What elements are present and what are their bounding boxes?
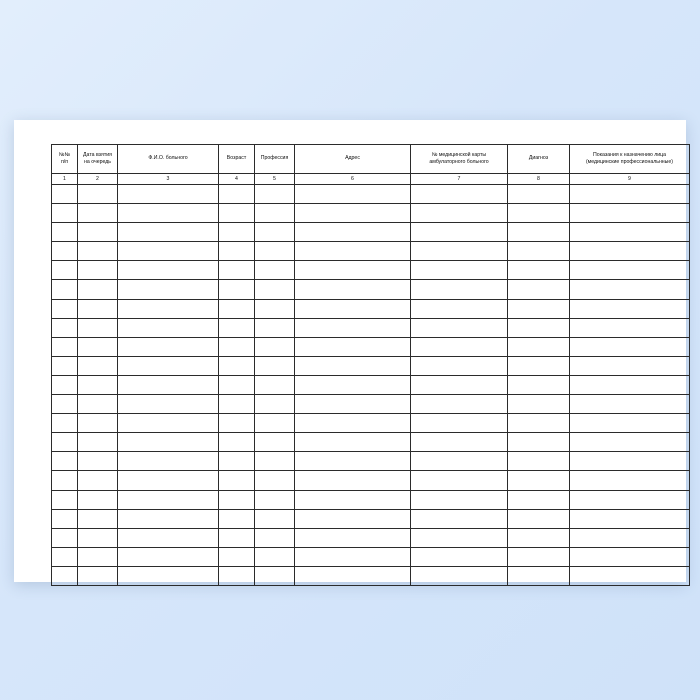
table-cell[interactable] <box>508 375 570 394</box>
table-cell[interactable] <box>411 471 508 490</box>
table-cell[interactable] <box>78 185 118 204</box>
column-number: 9 <box>570 174 690 185</box>
header-row <box>52 145 690 174</box>
table-cell[interactable] <box>78 318 118 337</box>
table-cell[interactable] <box>78 299 118 318</box>
table-cell[interactable] <box>219 490 255 509</box>
table-cell[interactable] <box>118 242 219 261</box>
table-cell[interactable] <box>295 395 411 414</box>
table-cell[interactable] <box>78 395 118 414</box>
table-cell[interactable] <box>52 299 78 318</box>
table-cell[interactable] <box>295 528 411 547</box>
table-cell[interactable] <box>255 299 295 318</box>
table-cell[interactable] <box>219 318 255 337</box>
table-cell[interactable] <box>570 318 690 337</box>
column-number: 6 <box>295 174 411 185</box>
table-cell[interactable] <box>52 509 78 528</box>
header-line: № медицинской карты <box>431 151 487 158</box>
header-line: Возраст <box>226 155 247 162</box>
table-cell[interactable] <box>78 223 118 242</box>
table-cell[interactable] <box>78 204 118 223</box>
table-cell[interactable] <box>219 566 255 585</box>
table-cell[interactable] <box>295 261 411 280</box>
column-header-card-number <box>411 145 508 174</box>
table-row <box>52 242 690 261</box>
table-cell[interactable] <box>570 414 690 433</box>
table-cell[interactable] <box>570 452 690 471</box>
table-cell[interactable] <box>52 566 78 585</box>
table-cell[interactable] <box>52 204 78 223</box>
table-row <box>52 337 690 356</box>
table-cell[interactable] <box>219 280 255 299</box>
table-cell[interactable] <box>411 280 508 299</box>
table-cell[interactable] <box>255 223 295 242</box>
table-cell[interactable] <box>118 395 219 414</box>
column-header-profession <box>255 145 295 174</box>
table-cell[interactable] <box>52 318 78 337</box>
table-cell[interactable] <box>411 490 508 509</box>
table-cell[interactable] <box>219 547 255 566</box>
table-cell[interactable] <box>411 223 508 242</box>
table-cell[interactable] <box>118 452 219 471</box>
table-cell[interactable] <box>295 452 411 471</box>
table-row <box>52 528 690 547</box>
table-cell[interactable] <box>411 242 508 261</box>
table-cell[interactable] <box>52 223 78 242</box>
table-cell[interactable] <box>570 375 690 394</box>
table-cell[interactable] <box>255 280 295 299</box>
table-row <box>52 509 690 528</box>
table-cell[interactable] <box>219 204 255 223</box>
table-cell[interactable] <box>411 509 508 528</box>
table-cell[interactable] <box>295 204 411 223</box>
table-cell[interactable] <box>78 547 118 566</box>
table-cell[interactable] <box>255 547 295 566</box>
table-cell[interactable] <box>570 395 690 414</box>
table-cell[interactable] <box>508 204 570 223</box>
table-cell[interactable] <box>295 242 411 261</box>
table-cell[interactable] <box>78 452 118 471</box>
table-cell[interactable] <box>219 299 255 318</box>
table-area <box>51 144 674 560</box>
table-cell[interactable] <box>219 528 255 547</box>
column-header-patient-name <box>118 145 219 174</box>
table-row <box>52 414 690 433</box>
column-number-row <box>52 174 690 185</box>
table-body <box>52 185 690 586</box>
table-cell[interactable] <box>52 528 78 547</box>
table-cell[interactable] <box>255 318 295 337</box>
table-cell[interactable] <box>570 356 690 375</box>
column-header-indications <box>570 145 690 174</box>
table-cell[interactable] <box>508 566 570 585</box>
table-cell[interactable] <box>219 375 255 394</box>
table-cell[interactable] <box>255 395 295 414</box>
table-cell[interactable] <box>78 433 118 452</box>
table-cell[interactable] <box>78 509 118 528</box>
table-cell[interactable] <box>52 375 78 394</box>
table-cell[interactable] <box>52 433 78 452</box>
table-cell[interactable] <box>295 318 411 337</box>
table-cell[interactable] <box>118 528 219 547</box>
table-cell[interactable] <box>295 185 411 204</box>
table-cell[interactable] <box>508 414 570 433</box>
table-cell[interactable] <box>52 471 78 490</box>
registration-table <box>51 144 690 586</box>
table-row <box>52 490 690 509</box>
table-row <box>52 452 690 471</box>
table-cell[interactable] <box>255 356 295 375</box>
table-cell[interactable] <box>78 280 118 299</box>
table-cell[interactable] <box>411 299 508 318</box>
table-cell[interactable] <box>78 414 118 433</box>
table-cell[interactable] <box>295 299 411 318</box>
table-cell[interactable] <box>255 433 295 452</box>
table-cell[interactable] <box>219 223 255 242</box>
column-number: 5 <box>255 174 295 185</box>
table-cell[interactable] <box>78 490 118 509</box>
table-cell[interactable] <box>118 433 219 452</box>
table-cell[interactable] <box>508 452 570 471</box>
table-cell[interactable] <box>570 299 690 318</box>
table-row <box>52 318 690 337</box>
table-cell[interactable] <box>411 337 508 356</box>
table-cell[interactable] <box>411 261 508 280</box>
table-cell[interactable] <box>508 299 570 318</box>
table-cell[interactable] <box>219 261 255 280</box>
table-cell[interactable] <box>411 185 508 204</box>
header-line: на очередь <box>84 159 111 165</box>
table-cell[interactable] <box>52 414 78 433</box>
header-line: №№ <box>58 151 71 158</box>
table-cell[interactable] <box>52 242 78 261</box>
table-cell[interactable] <box>570 509 690 528</box>
header-line: Диагноз <box>528 155 549 162</box>
table-cell[interactable] <box>255 566 295 585</box>
table-cell[interactable] <box>118 185 219 204</box>
table-cell[interactable] <box>508 185 570 204</box>
table-row <box>52 433 690 452</box>
table-cell[interactable] <box>508 280 570 299</box>
table-cell[interactable] <box>508 242 570 261</box>
table-cell[interactable] <box>295 375 411 394</box>
table-cell[interactable] <box>570 528 690 547</box>
table-cell[interactable] <box>411 395 508 414</box>
table-cell[interactable] <box>52 490 78 509</box>
table-row <box>52 375 690 394</box>
column-number: 7 <box>411 174 508 185</box>
table-cell[interactable] <box>570 547 690 566</box>
table-cell[interactable] <box>508 223 570 242</box>
table-cell[interactable] <box>295 490 411 509</box>
table-cell[interactable] <box>295 337 411 356</box>
table-cell[interactable] <box>570 185 690 204</box>
table-cell[interactable] <box>570 566 690 585</box>
table-cell[interactable] <box>255 204 295 223</box>
table-cell[interactable] <box>411 414 508 433</box>
table-cell[interactable] <box>219 185 255 204</box>
header-line: Профессия <box>260 155 289 162</box>
table-cell[interactable] <box>411 566 508 585</box>
table-cell[interactable] <box>255 414 295 433</box>
table-cell[interactable] <box>295 566 411 585</box>
table-cell[interactable] <box>255 185 295 204</box>
table-cell[interactable] <box>255 261 295 280</box>
table-cell[interactable] <box>118 547 219 566</box>
table-cell[interactable] <box>118 280 219 299</box>
table-cell[interactable] <box>508 261 570 280</box>
table-cell[interactable] <box>295 433 411 452</box>
table-cell[interactable] <box>411 204 508 223</box>
header-line: Адрес <box>345 155 360 162</box>
table-cell[interactable] <box>52 547 78 566</box>
paper-sheet <box>14 120 686 582</box>
table-cell[interactable] <box>78 375 118 394</box>
column-header-diagnosis <box>508 145 570 174</box>
table-cell[interactable] <box>255 375 295 394</box>
table-cell[interactable] <box>295 509 411 528</box>
table-cell[interactable] <box>255 528 295 547</box>
table-row <box>52 223 690 242</box>
table-cell[interactable] <box>219 337 255 356</box>
table-cell[interactable] <box>52 356 78 375</box>
table-cell[interactable] <box>118 356 219 375</box>
table-cell[interactable] <box>219 414 255 433</box>
table-cell[interactable] <box>255 452 295 471</box>
table-cell[interactable] <box>78 528 118 547</box>
table-cell[interactable] <box>52 452 78 471</box>
table-cell[interactable] <box>570 204 690 223</box>
table-cell[interactable] <box>118 566 219 585</box>
table-row <box>52 280 690 299</box>
table-row <box>52 471 690 490</box>
table-cell[interactable] <box>219 242 255 261</box>
table-cell[interactable] <box>255 242 295 261</box>
table-cell[interactable] <box>411 452 508 471</box>
table-row <box>52 356 690 375</box>
table-cell[interactable] <box>219 356 255 375</box>
table-header <box>52 145 690 185</box>
table-cell[interactable] <box>255 471 295 490</box>
table-cell[interactable] <box>219 509 255 528</box>
table-cell[interactable] <box>78 356 118 375</box>
table-cell[interactable] <box>411 356 508 375</box>
table-cell[interactable] <box>118 337 219 356</box>
header-line: Ф.И.О. больного <box>148 155 188 162</box>
table-cell[interactable] <box>219 452 255 471</box>
table-cell[interactable] <box>52 395 78 414</box>
table-cell[interactable] <box>570 337 690 356</box>
table-cell[interactable] <box>295 547 411 566</box>
table-cell[interactable] <box>295 414 411 433</box>
table-row <box>52 261 690 280</box>
table-cell[interactable] <box>570 490 690 509</box>
table-cell[interactable] <box>508 337 570 356</box>
column-number: 8 <box>508 174 570 185</box>
column-header-address <box>295 145 411 174</box>
table-cell[interactable] <box>570 261 690 280</box>
table-cell[interactable] <box>52 185 78 204</box>
table-row <box>52 185 690 204</box>
table-cell[interactable] <box>118 414 219 433</box>
column-number: 3 <box>118 174 219 185</box>
table-cell[interactable] <box>295 280 411 299</box>
table-cell[interactable] <box>78 471 118 490</box>
table-cell[interactable] <box>508 395 570 414</box>
column-header-number <box>52 145 78 174</box>
table-row <box>52 395 690 414</box>
table-cell[interactable] <box>411 547 508 566</box>
table-cell[interactable] <box>255 337 295 356</box>
table-cell[interactable] <box>118 299 219 318</box>
table-cell[interactable] <box>508 547 570 566</box>
table-cell[interactable] <box>52 280 78 299</box>
table-cell[interactable] <box>508 433 570 452</box>
table-row <box>52 547 690 566</box>
table-cell[interactable] <box>219 433 255 452</box>
table-cell[interactable] <box>219 395 255 414</box>
table-cell[interactable] <box>508 509 570 528</box>
table-cell[interactable] <box>219 471 255 490</box>
table-cell[interactable] <box>118 375 219 394</box>
table-cell[interactable] <box>255 509 295 528</box>
table-cell[interactable] <box>118 509 219 528</box>
table-cell[interactable] <box>118 261 219 280</box>
table-cell[interactable] <box>411 433 508 452</box>
table-cell[interactable] <box>52 261 78 280</box>
table-cell[interactable] <box>118 490 219 509</box>
table-cell[interactable] <box>508 528 570 547</box>
table-cell[interactable] <box>570 223 690 242</box>
table-row <box>52 566 690 585</box>
header-line: Показания к назначению лица <box>593 151 666 158</box>
table-cell[interactable] <box>118 318 219 337</box>
column-number: 4 <box>219 174 255 185</box>
table-cell[interactable] <box>508 356 570 375</box>
column-header-age <box>219 145 255 174</box>
header-line: амбулаторного больного <box>429 159 489 165</box>
header-line: Дата взятия <box>83 151 112 158</box>
header-line: п/п <box>60 159 69 165</box>
table-cell[interactable] <box>295 223 411 242</box>
table-cell[interactable] <box>411 318 508 337</box>
table-cell[interactable] <box>52 337 78 356</box>
table-cell[interactable] <box>295 471 411 490</box>
table-row <box>52 204 690 223</box>
table-cell[interactable] <box>570 280 690 299</box>
table-cell[interactable] <box>78 242 118 261</box>
table-cell[interactable] <box>411 375 508 394</box>
table-cell[interactable] <box>78 566 118 585</box>
table-cell[interactable] <box>508 490 570 509</box>
table-cell[interactable] <box>508 318 570 337</box>
header-line: (медицинские профессиональнные) <box>585 159 674 165</box>
table-cell[interactable] <box>570 471 690 490</box>
table-cell[interactable] <box>508 471 570 490</box>
table-cell[interactable] <box>570 242 690 261</box>
table-cell[interactable] <box>78 261 118 280</box>
table-cell[interactable] <box>255 490 295 509</box>
column-number: 1 <box>52 174 78 185</box>
table-cell[interactable] <box>118 471 219 490</box>
table-row <box>52 299 690 318</box>
table-cell[interactable] <box>118 223 219 242</box>
table-cell[interactable] <box>118 204 219 223</box>
table-cell[interactable] <box>570 433 690 452</box>
column-number: 2 <box>78 174 118 185</box>
table-cell[interactable] <box>411 528 508 547</box>
table-cell[interactable] <box>295 356 411 375</box>
table-cell[interactable] <box>78 337 118 356</box>
column-header-queue-date <box>78 145 118 174</box>
